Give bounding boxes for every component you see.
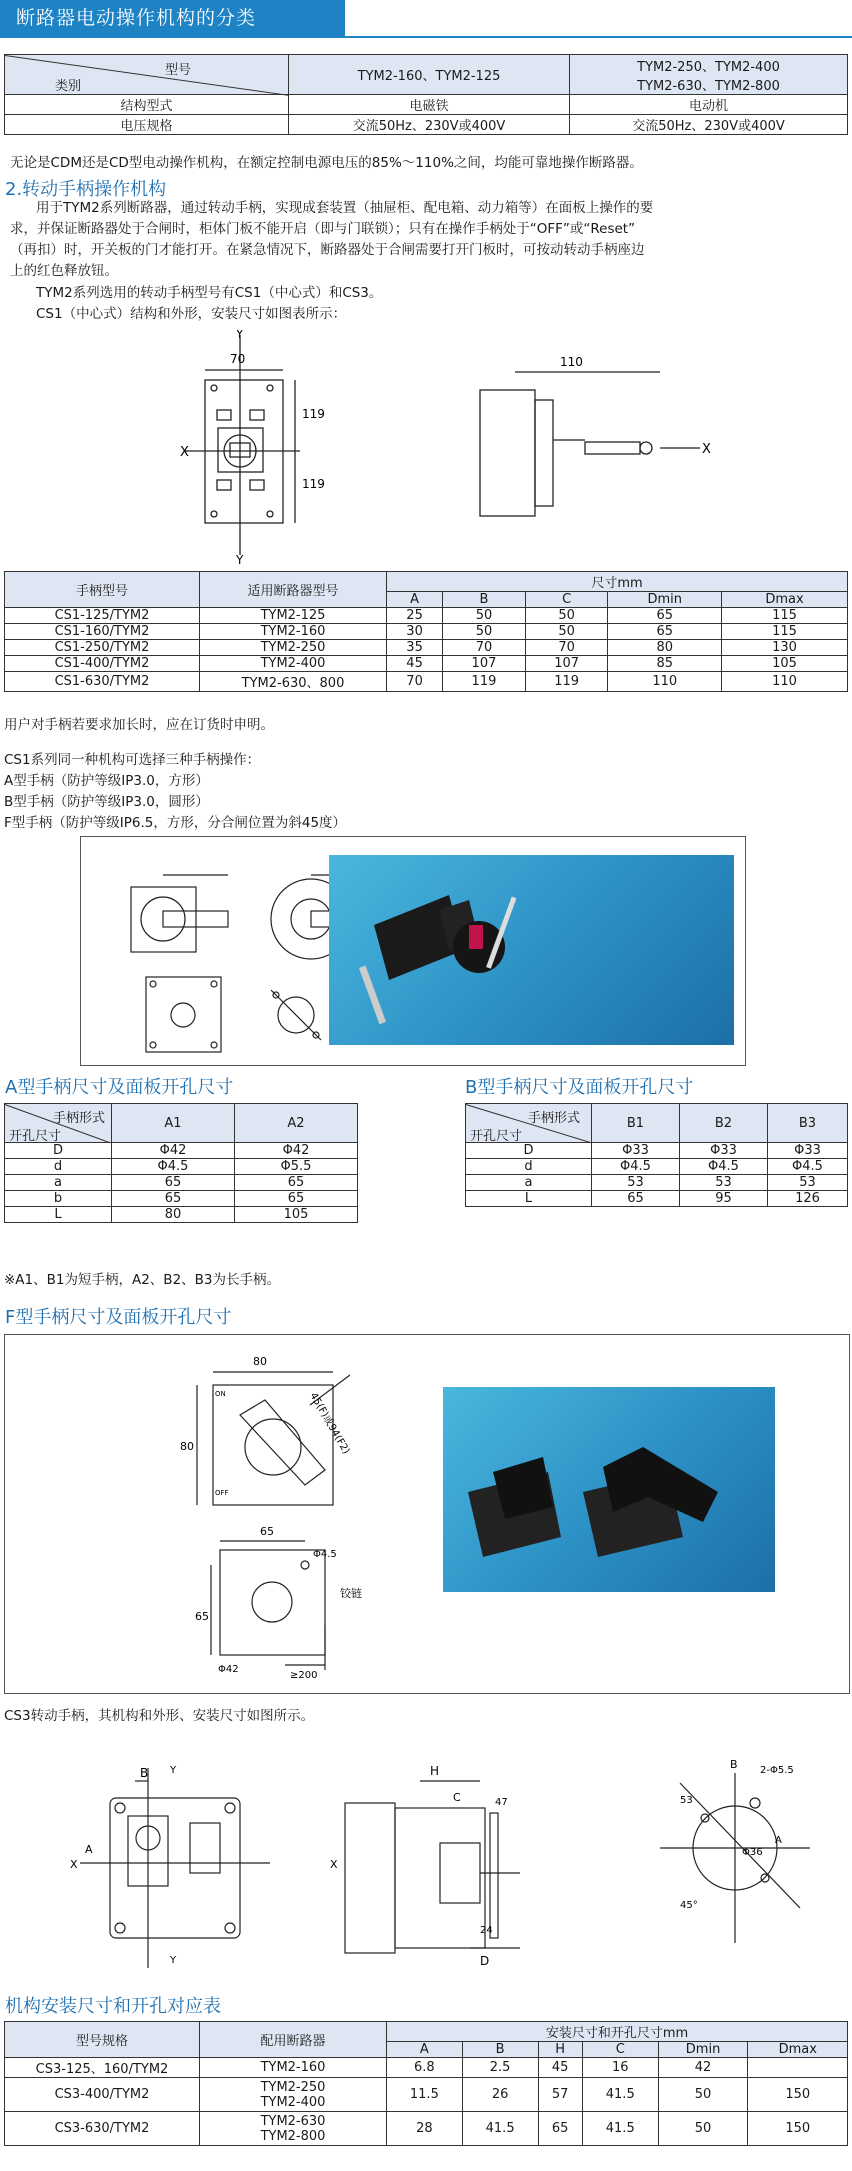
column-header: A	[387, 592, 443, 608]
paragraph-line: CS1系列同一种机构可选择三种手柄操作：	[4, 752, 261, 768]
axis-label: X	[330, 1858, 338, 1871]
note: 用户对手柄若要求加长时，应在订货时申明。	[4, 717, 274, 733]
table-corner-cell	[5, 55, 289, 95]
table-row	[5, 2058, 848, 2078]
table-row	[5, 672, 848, 692]
table-row	[5, 2112, 848, 2146]
table-cell	[200, 2078, 387, 2112]
corner-label-model: 型号	[165, 63, 192, 78]
table-cell: 107	[443, 656, 526, 672]
table-cell: 115	[722, 624, 848, 640]
table-cell: Φ4.5	[112, 1159, 235, 1175]
a-handle-table	[4, 1103, 358, 1223]
table-cell: d	[5, 1159, 112, 1175]
table-cell: 6.8	[387, 2058, 463, 2078]
dimension-label: Φ42	[218, 1664, 239, 1675]
table-cell: Φ42	[235, 1143, 358, 1159]
handle-photo	[329, 855, 734, 1045]
column-header: Dmin	[658, 2042, 748, 2058]
table-cell: Φ42	[112, 1143, 235, 1159]
table-cell: TYM2-400	[200, 656, 387, 672]
paragraph-line: F型手柄（防护等级IP6.5，方形，分合闸位置为斜45度）	[4, 815, 347, 831]
column-header: H	[538, 2042, 582, 2058]
table-cell: CS1-250/TYM2	[5, 640, 200, 656]
dimension-label: 110	[560, 355, 583, 369]
dimension-label: 80	[180, 1440, 194, 1453]
table-cell: 126	[768, 1191, 848, 1207]
axis-label: Y	[236, 330, 244, 341]
table-cell: Φ33	[768, 1143, 848, 1159]
column-header: B1	[592, 1104, 680, 1143]
table-cell: TYM2-160	[200, 624, 387, 640]
table-cell: 65	[112, 1191, 235, 1207]
dimension-label: Φ36	[742, 1847, 763, 1858]
table-cell: 53	[592, 1175, 680, 1191]
table-row	[5, 656, 848, 672]
table-cell: 150	[748, 2078, 848, 2112]
table-cell: 53	[768, 1175, 848, 1191]
corner-label: 开孔尺寸	[470, 1129, 523, 1144]
table-cell: 45	[387, 656, 443, 672]
table-cell: 45	[538, 2058, 582, 2078]
table-row	[466, 1143, 848, 1159]
paragraph-line: 求，并保证断路器处于合闸时，柜体门板不能开启（即与门联锁）；只有在操作手柄处于“OFF”或“Reset”	[10, 221, 636, 237]
column-header: 适用断路器型号	[200, 572, 387, 608]
dimension-label: 70	[230, 352, 246, 366]
table-cell: 80	[608, 640, 722, 656]
table-cell: 16	[582, 2058, 658, 2078]
row-label: 结构型式	[5, 95, 289, 115]
dimension-label: 47	[495, 1797, 508, 1808]
table-cell: 115	[722, 608, 848, 624]
table-cell: 110	[608, 672, 722, 692]
column-header: C	[582, 2042, 658, 2058]
f-handle-photo	[443, 1387, 775, 1592]
table-cell: Φ5.5	[235, 1159, 358, 1175]
dimension-label: 119	[302, 477, 325, 491]
corner-label: 手柄形式	[528, 1111, 581, 1126]
breaker-line: TYM2-160	[260, 2060, 326, 2075]
table-cell: 42	[658, 2058, 748, 2078]
page-title: 断路器电动操作机构的分类	[0, 0, 345, 36]
table-cell: TYM2-125	[200, 608, 387, 624]
table-row	[5, 1207, 358, 1223]
paragraph-line: B型手柄（防护等级IP3.0，圆形）	[4, 794, 209, 810]
table-cell: b	[5, 1191, 112, 1207]
column-header: B3	[768, 1104, 848, 1143]
table-cell: 105	[722, 656, 848, 672]
corner-label: 开孔尺寸	[9, 1129, 62, 1144]
table-cell: 119	[525, 672, 608, 692]
breaker-line: TYM2-400	[260, 2094, 326, 2110]
column-header: 手柄型号	[5, 572, 200, 608]
table-cell: a	[466, 1175, 592, 1191]
column-header: 配用断路器	[200, 2022, 387, 2058]
dimension-label: D	[480, 1954, 490, 1968]
table-cell: D	[5, 1143, 112, 1159]
column-header: B2	[680, 1104, 768, 1143]
table-row	[5, 1159, 358, 1175]
row-label: 电压规格	[5, 115, 289, 135]
table-cell: 65	[608, 608, 722, 624]
dimension-label: 80	[253, 1355, 267, 1368]
dimension-label: 45(F)或94(F2)	[307, 1391, 352, 1457]
axis-label: Y	[236, 553, 244, 565]
table-corner-cell	[5, 1104, 112, 1143]
table-cell: 50	[525, 624, 608, 640]
table-cell: Φ4.5	[680, 1159, 768, 1175]
table-cell: 50	[443, 624, 526, 640]
dimension-label: 24	[480, 1925, 493, 1936]
ab-handle-figure	[80, 836, 746, 1066]
table-cell: 50	[443, 608, 526, 624]
cs1-drawing	[130, 330, 730, 565]
table-row	[5, 2078, 848, 2112]
table-cell: 2.5	[462, 2058, 538, 2078]
table-cell: D	[466, 1143, 592, 1159]
classification-table	[4, 54, 848, 135]
paragraph-line: 用于TYM2系列断路器，通过转动手柄，实现成套装置（抽屉柜、配电箱、动力箱等）在面板上操作的要	[36, 200, 654, 216]
table-cell: 50	[658, 2112, 748, 2146]
column-header: A2	[235, 1104, 358, 1143]
b-handle-table	[465, 1103, 848, 1207]
table-cell: CS1-400/TYM2	[5, 656, 200, 672]
section-heading: B型手柄尺寸及面板开孔尺寸	[465, 1077, 694, 1098]
table-row	[5, 624, 848, 640]
note: ※A1、B1为短手柄，A2、B2、B3为长手柄。	[4, 1272, 281, 1288]
table-cell: 130	[722, 640, 848, 656]
axis-label: X	[702, 442, 711, 457]
table-cell: 57	[538, 2078, 582, 2112]
paragraph-line: TYM2系列选用的转动手柄型号有CS1（中心式）和CS3。	[36, 285, 383, 301]
table-cell: a	[5, 1175, 112, 1191]
table-cell: 150	[748, 2112, 848, 2146]
table-cell: Φ4.5	[592, 1159, 680, 1175]
table-cell: 95	[680, 1191, 768, 1207]
paragraph-line: A型手柄（防护等级IP3.0，方形）	[4, 773, 209, 789]
dimension-label: B	[140, 1766, 149, 1780]
table-cell: 85	[608, 656, 722, 672]
table-row	[5, 608, 848, 624]
cs1-dimension-table	[4, 571, 848, 692]
section-heading: 机构安装尺寸和开孔对应表	[5, 1996, 221, 2017]
dimension-label: 65	[195, 1610, 209, 1623]
table-cell: 电磁铁	[289, 95, 570, 115]
axis-label: X	[180, 445, 189, 460]
section-heading: A型手柄尺寸及面板开孔尺寸	[5, 1077, 234, 1098]
f-handle-drawing	[5, 1335, 425, 1693]
section-heading: F型手柄尺寸及面板开孔尺寸	[5, 1307, 232, 1328]
dimension-label: B	[730, 1758, 738, 1771]
table-cell	[200, 2112, 387, 2146]
dimension-label: 2-Φ5.5	[760, 1765, 794, 1776]
switch-label: OFF	[215, 1489, 229, 1497]
table-cell: 41.5	[582, 2078, 658, 2112]
hinge-label: 铰链	[340, 1587, 362, 1600]
paragraph-line: （再扣）时，开关板的门才能打开。在紧急情况下，断路器处于合闸需要打开门板时，可按动转动手柄座边	[10, 242, 645, 258]
dimension-label: ≥200	[290, 1670, 318, 1681]
table-cell: CS3-400/TYM2	[5, 2078, 200, 2112]
table-cell: L	[466, 1191, 592, 1207]
table-cell: 交流50Hz、230V或400V	[570, 115, 848, 135]
column-header: Dmin	[608, 592, 722, 608]
header-line: TYM2-630、TYM2-800	[637, 78, 780, 94]
table-cell: 50	[525, 608, 608, 624]
column-header: A	[387, 2042, 463, 2058]
table-row	[5, 1143, 358, 1159]
column-header: C	[525, 592, 608, 608]
table-row	[466, 1175, 848, 1191]
table-cell: 30	[387, 624, 443, 640]
dimension-label: A	[85, 1843, 93, 1856]
dimension-label: H	[430, 1764, 440, 1778]
table-row	[5, 640, 848, 656]
breaker-line: TYM2-800	[260, 2128, 326, 2144]
table-row	[466, 1159, 848, 1175]
cs3-drawing	[40, 1743, 840, 1973]
table-row	[466, 1191, 848, 1207]
table-cell: 41.5	[582, 2112, 658, 2146]
cs3-mounting-table	[4, 2021, 848, 2146]
title-underline	[0, 36, 852, 38]
table-cell: 65	[235, 1191, 358, 1207]
table-cell: 26	[462, 2078, 538, 2112]
table-cell: 28	[387, 2112, 463, 2146]
table-cell: 80	[112, 1207, 235, 1223]
column-header: B	[443, 592, 526, 608]
axis-label: Y	[170, 1955, 177, 1966]
table-cell: CS3-630/TYM2	[5, 2112, 200, 2146]
table-cell: 110	[722, 672, 848, 692]
column-header: Dmax	[722, 592, 848, 608]
switch-label: ON	[215, 1390, 226, 1398]
dimension-label: Φ4.5	[313, 1549, 337, 1560]
table-cell: 65	[608, 624, 722, 640]
section-heading: 2.转动手柄操作机构	[5, 179, 167, 200]
table-cell	[748, 2058, 848, 2078]
column-header: A1	[112, 1104, 235, 1143]
table-cell: 41.5	[462, 2112, 538, 2146]
axis-label: X	[70, 1858, 78, 1871]
column-header: TYM2-160、TYM2-125	[289, 55, 570, 95]
table-cell: CS1-630/TYM2	[5, 672, 200, 692]
corner-label: 手柄形式	[53, 1111, 106, 1126]
table-cell: 11.5	[387, 2078, 463, 2112]
table-cell: TYM2-630、800	[200, 672, 387, 692]
table-corner-cell	[466, 1104, 592, 1143]
table-cell: TYM2-250	[200, 640, 387, 656]
table-cell: 107	[525, 656, 608, 672]
table-cell: 交流50Hz、230V或400V	[289, 115, 570, 135]
breaker-line: TYM2-250	[260, 2079, 326, 2095]
corner-label-category: 类别	[55, 79, 82, 94]
column-header: 型号规格	[5, 2022, 200, 2058]
table-row	[5, 1191, 358, 1207]
f-handle-figure	[4, 1334, 850, 1694]
column-header: 安装尺寸和开孔尺寸mm	[387, 2022, 848, 2042]
table-cell: 35	[387, 640, 443, 656]
breaker-line: TYM2-630	[260, 2113, 326, 2129]
table-cell: 70	[525, 640, 608, 656]
table-row	[5, 1175, 358, 1191]
dimension-label: 65	[260, 1525, 274, 1538]
table-cell: 53	[680, 1175, 768, 1191]
table-cell: L	[5, 1207, 112, 1223]
table-cell: CS3-125、160/TYM2	[5, 2058, 200, 2078]
table-cell: 65	[112, 1175, 235, 1191]
dimension-label: C	[453, 1791, 461, 1804]
table-cell: 25	[387, 608, 443, 624]
table-cell: 105	[235, 1207, 358, 1223]
table-cell: 70	[387, 672, 443, 692]
paragraph-line: CS1（中心式）结构和外形，安装尺寸如图表所示：	[36, 306, 347, 322]
table-cell: Φ4.5	[768, 1159, 848, 1175]
table-cell: 119	[443, 672, 526, 692]
paragraph: 无论是CDM还是CD型电动操作机构，在额定控制电源电压的85%～110%之间，均能可靠地操作断路器。	[10, 155, 643, 171]
column-header: 尺寸mm	[387, 572, 848, 592]
table-cell: CS1-125/TYM2	[5, 608, 200, 624]
paragraph: CS3转动手柄，其机构和外形、安装尺寸如图所示。	[4, 1708, 315, 1724]
table-cell: 65	[235, 1175, 358, 1191]
column-header: B	[462, 2042, 538, 2058]
dimension-label: 119	[302, 407, 325, 421]
table-cell: Φ33	[592, 1143, 680, 1159]
dimension-label: 53	[680, 1795, 693, 1806]
table-cell: CS1-160/TYM2	[5, 624, 200, 640]
table-cell: d	[466, 1159, 592, 1175]
table-cell: Φ33	[680, 1143, 768, 1159]
table-cell: 70	[443, 640, 526, 656]
table-cell: 65	[538, 2112, 582, 2146]
column-header	[570, 55, 848, 95]
dimension-label: 45°	[680, 1900, 698, 1911]
table-cell: 50	[658, 2078, 748, 2112]
table-cell	[200, 2058, 387, 2078]
dimension-label: A	[775, 1835, 782, 1846]
table-cell: 电动机	[570, 95, 848, 115]
table-cell: 65	[592, 1191, 680, 1207]
column-header: Dmax	[748, 2042, 848, 2058]
header-line: TYM2-250、TYM2-400	[637, 59, 780, 75]
axis-label: Y	[170, 1765, 177, 1776]
paragraph-line: 上的红色释放钮。	[10, 263, 118, 279]
